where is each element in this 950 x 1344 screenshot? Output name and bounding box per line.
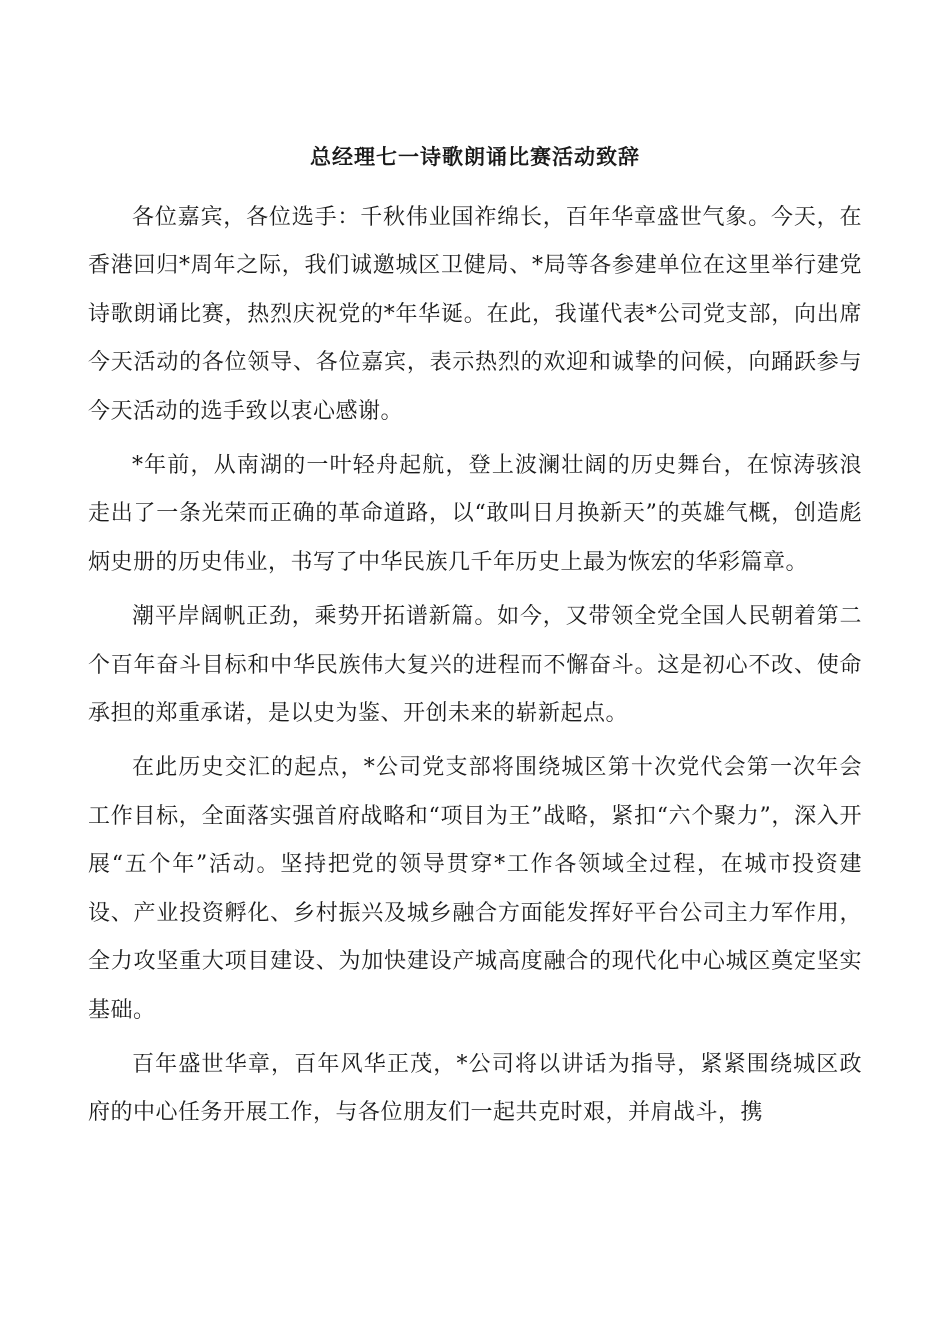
document-title: 总经理七一诗歌朗诵比赛活动致辞	[310, 144, 640, 169]
paragraph-closing: 百年盛世华章，百年风华正茂，*公司将以讲话为指导，紧紧围绕城区政府的中心任务开展工作，与各位朋友们一起共克时艰，并肩战斗，携	[88, 1051, 862, 1126]
paragraph-greeting: 各位嘉宾，各位选手：千秋伟业国祚绵长，百年华章盛世气象。今天，在香港回归*周年之际，我们诚邀城区卫健局、*局等各参建单位在这里举行建党诗歌朗诵比赛，热烈庆祝党的*年华诞。在此，我谨代表*公司党支部，向出席今天活动的各位领导、各位嘉宾，表示热烈的欢迎和诚挚的问候，向踊跃参与今天活动的选手致以衷心感谢。	[88, 205, 862, 424]
paragraph-present: 潮平岸阔帆正劲，乘势开拓谱新篇。如今，又带领全党全国人民朝着第二个百年奋斗目标和中华民族伟大复兴的进程而不懈奋斗。这是初心不改、使命承担的郑重承诺，是以史为鉴、开创未来的崭新起点。	[88, 604, 862, 727]
document-body	[88, 194, 862, 1144]
paragraph-goals: 在此历史交汇的起点，*公司党支部将围绕城区第十次党代会第一次年会工作目标，全面落实强首府战略和“项目为王”战略，紧扣“六个聚力”，深入开展“五个年”活动。坚持把党的领导贯穿*工作各领域全过程，在城市投资建设、产业投资孵化、乡村振兴及城乡融合方面能发挥好平台公司主力军作用，全力攻坚重大项目建设、为加快建设产城高度融合的现代化中心城区奠定坚实基础。	[88, 755, 862, 1023]
document-page	[88, 0, 862, 1344]
paragraph-history: *年前，从南湖的一叶轻舟起航，登上波澜壮阔的历史舞台，在惊涛骇浪走出了一条光荣而正确的革命道路，以“敢叫日月换新天”的英雄气概，创造彪炳史册的历史伟业，书写了中华民族几千年历史上最为恢宏的华彩篇章。	[88, 453, 862, 575]
